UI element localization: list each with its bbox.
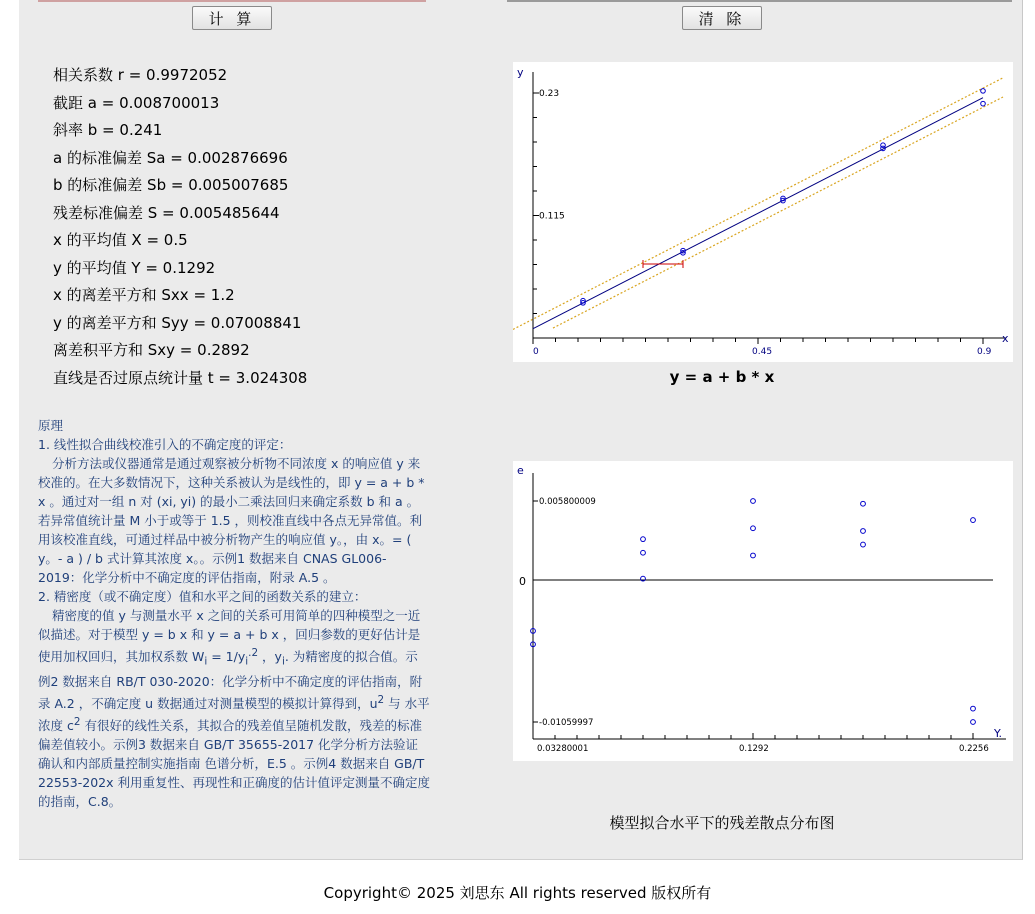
lower-band	[553, 97, 1003, 328]
y-tick-label: 0.005800009	[539, 497, 596, 507]
calculate-button[interactable]: 计 算	[192, 6, 272, 30]
principle-2-heading: 2. 精密度（或不确定度）值和水平之间的函数关系的建立：	[38, 589, 367, 604]
principle-1-heading: 1. 线性拟合曲线校准引入的不确定度的评定：	[38, 437, 292, 452]
y-axis-name: e	[517, 464, 524, 477]
copyright-footer: Copyright© 2025 刘思东 All rights reserved 版权所有	[323, 884, 712, 902]
stat-sxy: 离差积平方和 Sxy = 0.2892	[53, 341, 250, 359]
residual-point	[751, 499, 756, 504]
principle-1-body: 分析方法或仪器通常是通过观察被分析物不同浓度 x 的响应值 y 来校准的。在大多数情况下，这种关系被认为是线性的，即 y = a + b * x 。通过对一组 n 对 (xi, yi) 的最小二乘法回归来确定系数 b 和 a 。若异常值统计量 M 小于或等于 1.5 ，则校准直线中各点无异常值。利用该校准直线，可通过样品中被分析物产生的响应值 y。，由 x。= ( y。- a ) / b 式计算其浓度 x。。示例1 数据来自 CNAS GL006-2019：化学分析中不确定度的评估指南，附录 A.5 。	[38, 456, 425, 585]
statistics-list	[53, 63, 307, 393]
residual-point	[971, 518, 976, 523]
residual-point	[751, 526, 756, 531]
stat-r: 相关系数 r = 0.9972052	[53, 66, 228, 84]
p2-sub: i	[245, 655, 249, 668]
x-tick-label: 0.03280001	[537, 744, 589, 754]
stat-residual-sd: 残差标准偏差 S = 0.005485644	[53, 203, 280, 222]
data-point	[881, 143, 886, 148]
residual-caption: 模型拟合水平下的残差散点分布图	[609, 814, 835, 832]
y-axis-name: y	[517, 66, 524, 79]
stat-intercept: 截距 a = 0.008700013	[53, 93, 220, 112]
principle-2-body	[38, 606, 430, 811]
x-tick-label: 0.2256	[959, 744, 989, 754]
x-tick-label: 0.1292	[739, 744, 769, 754]
p2-text-b: . 为精密度的拟合值。示例2 数据来自 RB/T 030-2020：化学分析中不确定度的评估指南，附录 A.2 ，不确定度 u 数据通过对测量模型的模拟计算得到，u	[38, 649, 423, 711]
data-point	[981, 89, 986, 94]
stat-x-mean: x 的平均值 X = 0.5	[53, 231, 188, 249]
stat-slope: 斜率 b = 0.241	[53, 121, 163, 139]
p2-eq: = 1/y	[207, 649, 246, 665]
y-tick-label: 0	[519, 575, 526, 588]
p2-text-c: 与 水平浓度 c	[38, 695, 430, 733]
y-tick-label: -0.01059997	[539, 718, 594, 728]
x-tick-label: 0.9	[977, 347, 992, 357]
p2-sub: i	[204, 655, 208, 668]
x-axis-name: Y.	[994, 727, 1002, 740]
stat-sxx: x 的离差平方和 Sxx = 1.2	[53, 286, 235, 304]
stat-syy: y 的离差平方和 Syy = 0.07008841	[53, 313, 302, 332]
y-tick-label: 0.23	[539, 89, 560, 99]
p2-sub: i	[281, 655, 285, 668]
data-point	[981, 101, 986, 106]
y-tick-label: 0.115	[539, 211, 565, 222]
stat-t: 直线是否过原点统计量 t = 3.024308	[53, 368, 308, 387]
p2-sup: 2	[377, 693, 385, 706]
input-area-edge-right	[507, 0, 1012, 2]
stat-sb: b 的标准偏差 Sb = 0.005007685	[53, 176, 289, 194]
stat-sa: a 的标准偏差 Sa = 0.002876696	[53, 148, 288, 167]
x-tick-label: 0	[533, 347, 539, 357]
residual-point	[971, 706, 976, 711]
residual-point	[971, 720, 976, 725]
residual-chart-svg	[513, 461, 1013, 761]
fit-line	[533, 98, 983, 329]
residual-point	[751, 553, 756, 558]
p2-sup: 2	[73, 715, 81, 728]
clear-button[interactable]: 清 除	[682, 6, 762, 30]
p2-text-d: 有很好的线性关系，其拟合的残差值呈随机发散，残差的标准偏差值较小。示例3 数据来自 GB/T 35655-2017 化学分析方法验证确认和内部质量控制实施指南 色谱分析，E.5 。示例4 数据来自 GB/T 22553-202x 利用重复性、再现性和正确度的估计值评定测量不确定度的指南，C.8。	[38, 717, 431, 809]
regression-chart	[513, 62, 1013, 362]
stat-y-mean: y 的平均值 Y = 0.1292	[53, 258, 216, 277]
x-axis-name: x	[1002, 332, 1009, 345]
residual-point	[861, 501, 866, 506]
residual-point	[641, 550, 646, 555]
p2-text-a: 精密度的值 y 与测量水平 x 之间的关系可用简单的四种模型之一近似描述。对于模型 y = b x 和 y = a + b x ，回归参数的更好估计是使用加权回归，其加权系数 W	[38, 608, 421, 665]
x-tick-label: 0.45	[752, 347, 773, 357]
residual-point	[641, 537, 646, 542]
residual-point	[861, 529, 866, 534]
regression-caption: y = a + b * x	[669, 368, 775, 386]
p2-mid: ，y	[258, 649, 282, 665]
principle-text	[38, 416, 430, 811]
input-area-edge	[38, 0, 426, 2]
principle-title: 原理	[38, 418, 64, 433]
upper-band	[513, 78, 1003, 330]
residual-chart	[513, 461, 1013, 761]
p2-sup: .2	[248, 647, 259, 659]
regression-chart-svg	[513, 62, 1013, 362]
residual-point	[861, 542, 866, 547]
